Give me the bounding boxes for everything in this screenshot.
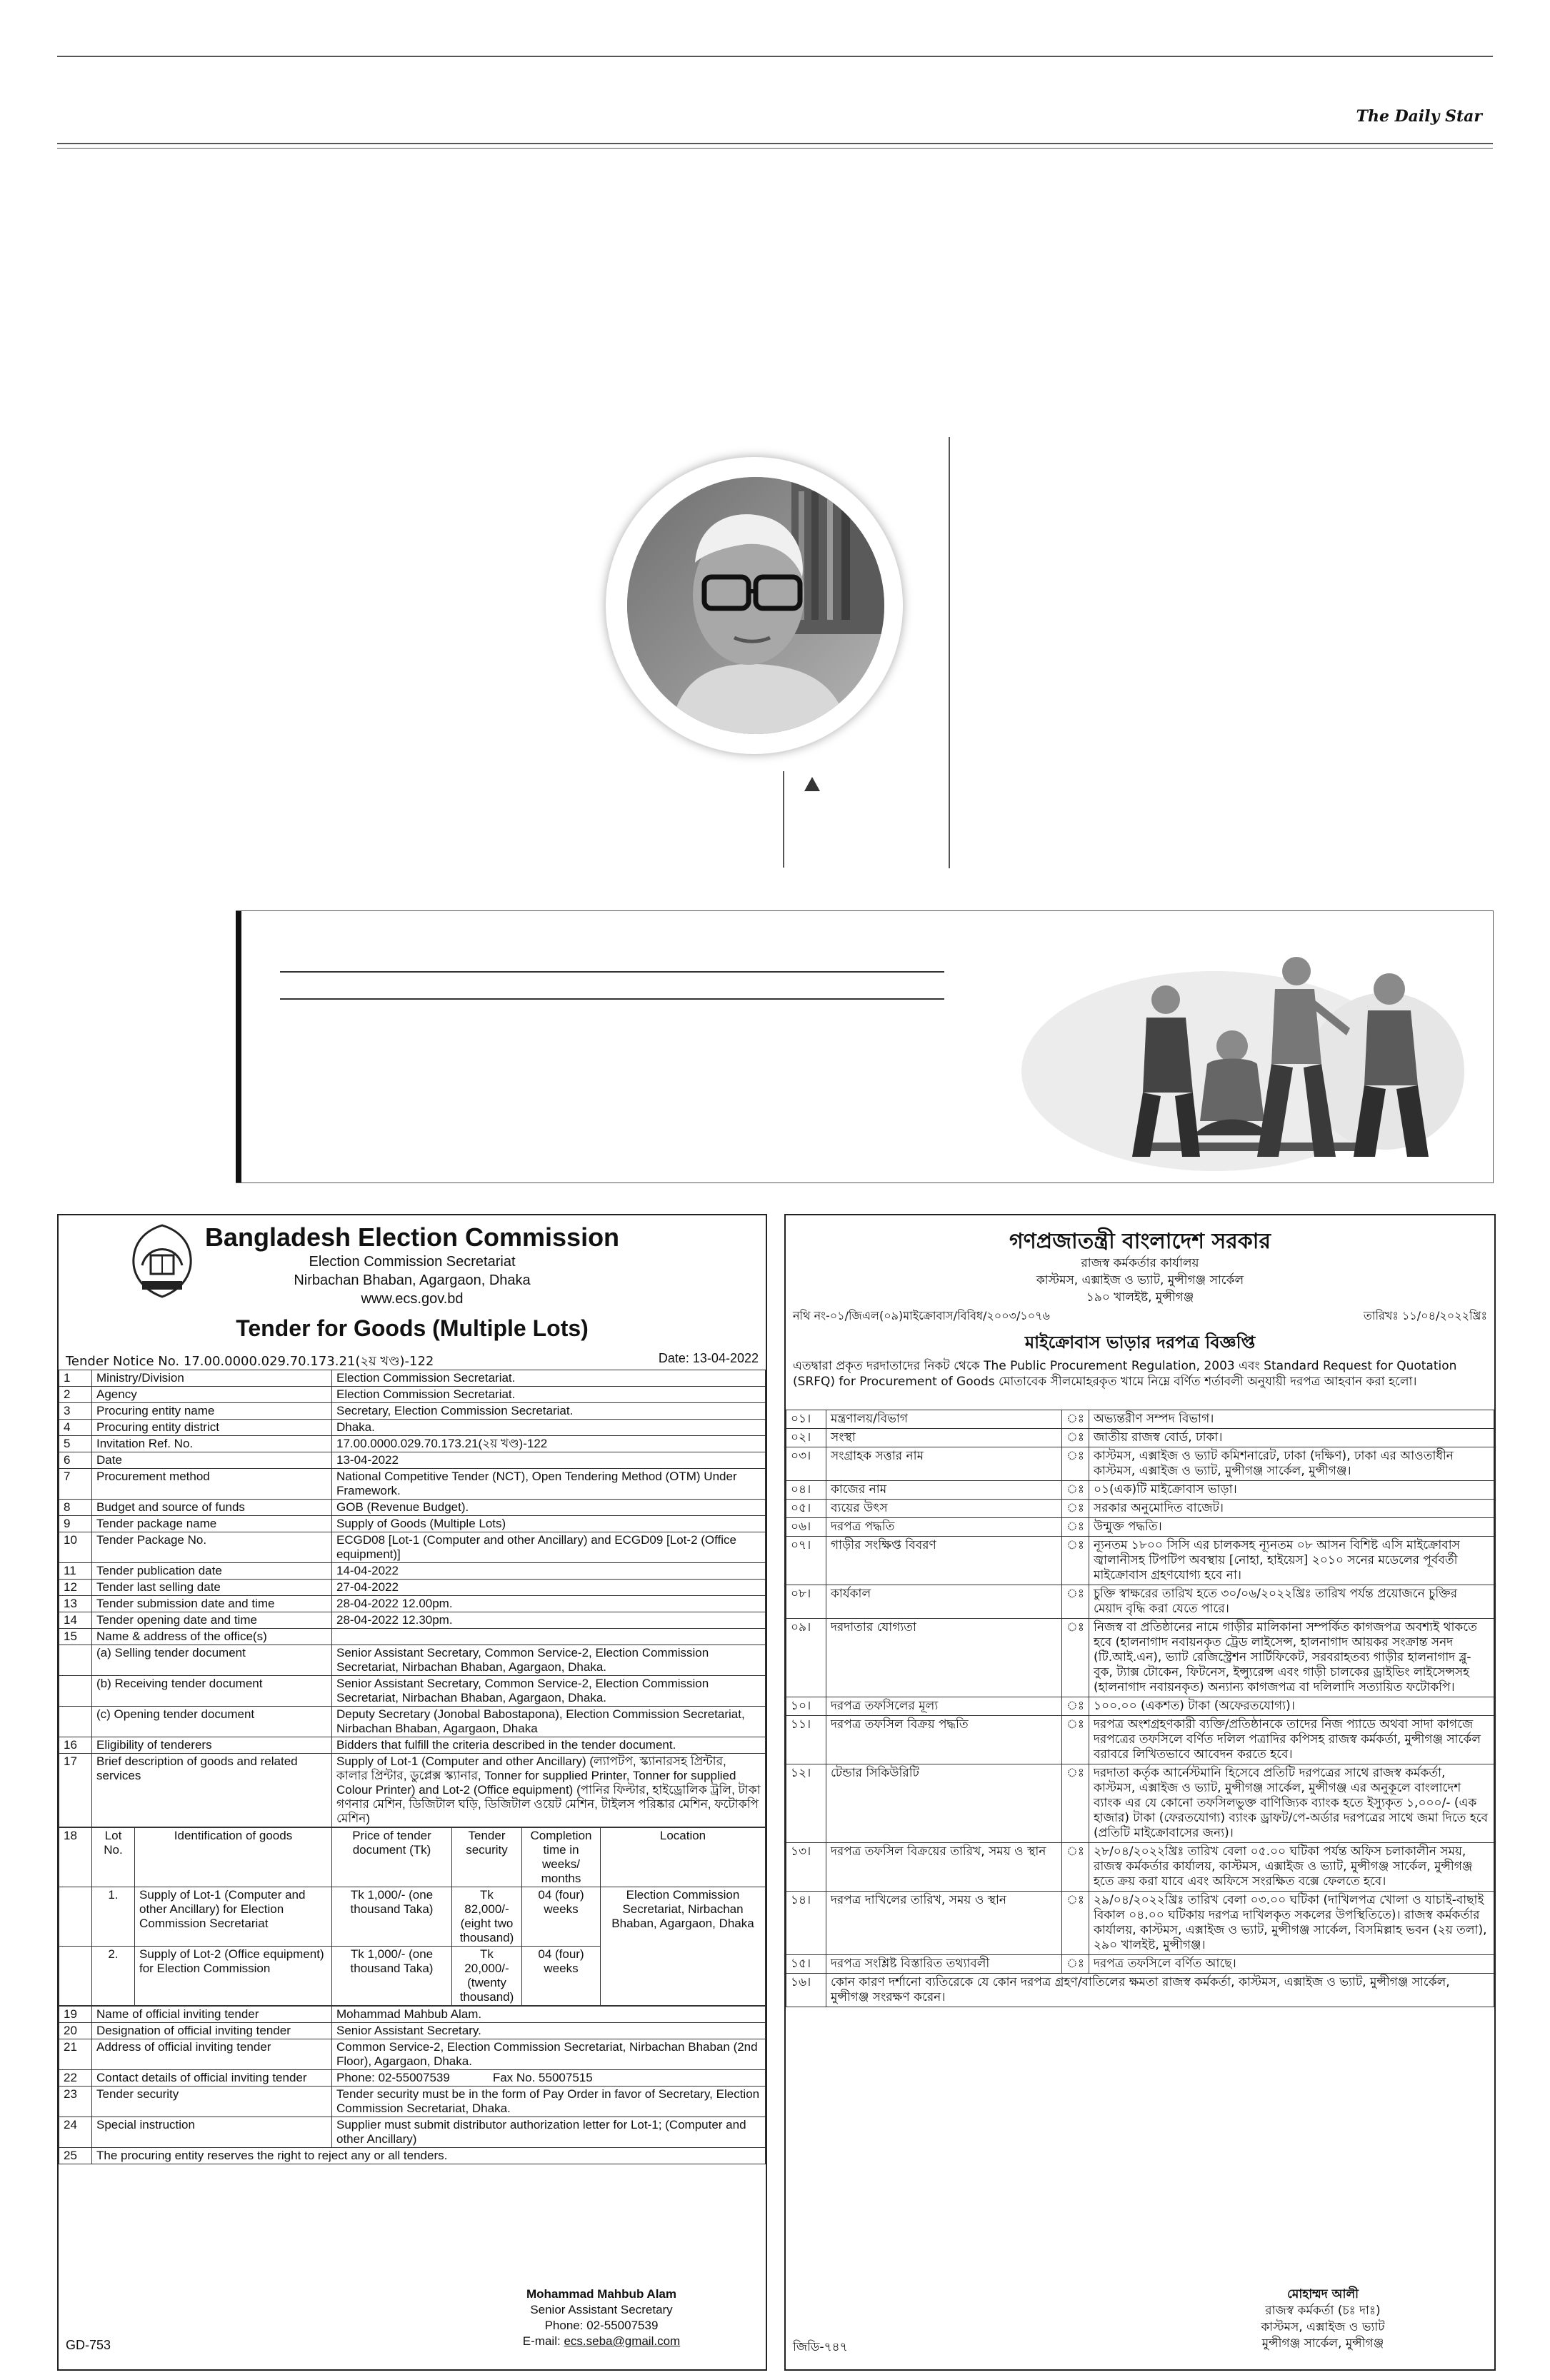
bn-row-sep: ঃ: [1062, 1843, 1089, 1892]
row-label: Tender opening date and time: [92, 1612, 332, 1629]
bn-row-number: ০৮।: [786, 1585, 826, 1619]
table-row: [59, 1563, 766, 1580]
ec-signer-title: Senior Assistant Secretary: [530, 2303, 673, 2316]
bn-table-row: [786, 1955, 1494, 1974]
row-number: 4: [59, 1420, 92, 1436]
bn-row-value: দরপত্র তফসিলে বর্ণিত আছে।: [1089, 1955, 1494, 1974]
lot-completion: 04 (four) weeks: [522, 1887, 601, 1947]
table-row: [59, 1436, 766, 1452]
bn-row-label: দরপত্র পদ্ধতি: [826, 1518, 1062, 1537]
row-value: 28-04-2022 12.30pm.: [332, 1612, 766, 1629]
location-header: Location: [601, 1828, 766, 1887]
bn-table-row: [786, 1697, 1494, 1716]
row-number: [59, 1707, 92, 1737]
row-number: [59, 1645, 92, 1676]
row-value: ECGD08 [Lot-1 (Computer and other Ancillary) and ECGD09 [Lot-2 (Office equipment)]: [332, 1532, 766, 1563]
row-value: National Competitive Tender (NCT), Open Tendering Method (OTM) Under Framework.: [332, 1469, 766, 1500]
lot-no-header: Lot No.: [92, 1828, 135, 1887]
row-number: 16: [59, 1737, 92, 1754]
bn-row-number: ০৭।: [786, 1537, 826, 1585]
row-label: Eligibility of tenderers: [92, 1737, 332, 1754]
ec-signer-phone: Phone: 02-55007539: [544, 2319, 659, 2332]
bn-row-value: দরপত্র অংশগ্রহণকারী ব্যক্তি/প্রতিষ্ঠানকে তাদের নিজ প্যাডে অথবা সাদা কাগজে দরপত্রের তফসিলে বর্ণিত দলিল পত্রাদির কপিসহ রাজস্ব কর্মকর্তা, মুন্সীগঞ্জ সার্কেল বরাবরে লিখিতভাবে আবেদন করতে হবে।: [1089, 1716, 1494, 1764]
ec-signer-name: Mohammad Mahbub Alam: [526, 2287, 676, 2301]
portrait-photo: [627, 477, 884, 734]
bn-signer-title: রাজস্ব কর্মকর্তা (চঃ দাঃ): [1265, 2304, 1381, 2318]
bn-header4: ১৯০ খালইষ্ট, মুন্সীগঞ্জ: [1086, 1290, 1194, 1305]
table-row: [59, 2023, 766, 2039]
ec-signature-block: [480, 2286, 723, 2349]
row-value: Supply of Goods (Multiple Lots): [332, 1516, 766, 1532]
bn-row-16: [786, 1974, 1494, 2007]
row-number: [59, 1676, 92, 1707]
table-row: [59, 1580, 766, 1596]
ec-gd-code: GD-753: [66, 2338, 111, 2352]
ec-title: Tender for Goods (Multiple Lots): [236, 1315, 589, 1341]
row-label: Procuring entity name: [92, 1403, 332, 1420]
row-number: 9: [59, 1516, 92, 1532]
table-row: [59, 1532, 766, 1563]
bn-table-row: [786, 1500, 1494, 1518]
row-label: Date: [92, 1452, 332, 1469]
table-row: [59, 1500, 766, 1516]
row-label: Name of official inviting tender: [92, 2007, 332, 2023]
row-number: 14: [59, 1612, 92, 1629]
bn-tender-box: [784, 1214, 1496, 2371]
bn-signer-office: কাস্টমস, এক্সাইজ ও ভ্যাট: [1261, 2320, 1385, 2334]
table-row: [59, 1645, 766, 1676]
table-row: [59, 1516, 766, 1532]
row-number: 3: [59, 1403, 92, 1420]
contact-label: Contact details of official inviting tender: [92, 2070, 332, 2087]
bn-row-number: ১৪।: [786, 1892, 826, 1955]
row-number: 17: [59, 1754, 92, 1827]
triangle-icon: [804, 777, 820, 791]
row-value: 14-04-2022: [332, 1563, 766, 1580]
lot-no: 2.: [92, 1947, 135, 2006]
row-value: [332, 1629, 766, 1645]
reject-row: 25 The procuring entity reserves the right to reject any or all tenders.: [59, 2148, 766, 2164]
row-number: 11: [59, 1563, 92, 1580]
bn-row-value: ২৮/০৪/২০২২খ্রিঃ তারিখ বেলা ০৫.০০ ঘটিকা পর্যন্ত অফিস চলাকালীন সময়, রাজস্ব কর্মকর্তার কার্যালয়, কাস্টমস, এক্সাইজ ও ভ্যাট, মুন্সীগঞ্জ সার্কেল, মুন্সীগঞ্জ হতে ক্রয় করা যাবে এবং অফিসে সংরক্ষিত বক্সে ফেলতে হবে।: [1089, 1843, 1494, 1892]
row-number: 24: [59, 2117, 92, 2148]
table-row: [59, 2117, 766, 2148]
bn-row-value: জাতীয় রাজস্ব বোর্ড, ঢাকা।: [1089, 1429, 1494, 1447]
table-row: [59, 2039, 766, 2070]
lot-no: 1.: [92, 1887, 135, 1947]
bn-row-number: ০৬।: [786, 1518, 826, 1537]
row-label: Name & address of the office(s): [92, 1629, 332, 1645]
bn-file-no: নথি নং-০১/জিএল(০৯)মাইক্রোবাস/বিবিধ/২০০৩/১০৭৬: [793, 1309, 1050, 1322]
row-value: Senior Assistant Secretary.: [332, 2023, 766, 2039]
table-row: [59, 2087, 766, 2117]
bn-row-label: দরপত্র দাখিলের তারিখ, সময় ও স্থান: [826, 1892, 1062, 1955]
bn-signature-block: [1194, 2286, 1451, 2352]
bn-row-label: দরদাতার যোগ্যতা: [826, 1619, 1062, 1697]
bn-row-sep: ঃ: [1062, 1619, 1089, 1697]
table-row: [59, 1403, 766, 1420]
lot-price: Tk 1,000/- (one thousand Taka): [332, 1947, 452, 2006]
bn-table-row: [786, 1619, 1494, 1697]
ec-org-name: Bangladesh Election Commission: [204, 1222, 620, 1252]
bn-table-row: [786, 1518, 1494, 1537]
row-value: GOB (Revenue Budget).: [332, 1500, 766, 1516]
row-value: Election Commission Secretariat.: [332, 1387, 766, 1403]
bn-row-value: কাস্টমস, এক্সাইজ ও ভ্যাট কমিশনারেট, ঢাকা (দক্ষিণ), ঢাকা এর আওতাধীন কাস্টমস, এক্সাইজ ও ভ্যাট, মুন্সীগঞ্জ সার্কেল, মুন্সীগঞ্জ।: [1089, 1447, 1494, 1481]
table-row: [59, 1676, 766, 1707]
bn-row-sep: ঃ: [1062, 1716, 1089, 1764]
row-number: 20: [59, 2023, 92, 2039]
table-row: [59, 1596, 766, 1612]
bn-row-number: ১৩।: [786, 1843, 826, 1892]
row-value: Bidders that fulfill the criteria described in the tender document.: [332, 1737, 766, 1754]
portrait-stem: [783, 771, 784, 868]
bn-row16-text: কোন কারণ দর্শানো ব্যতিরেকে যে কোন দরপত্র গ্রহণ/বাতিলের ক্ষমতা রাজস্ব কর্মকর্তা, কাস্টমস, এক্সাইজ ও ভ্যাট, মুন্সীগঞ্জ সার্কেল, মুন্সীগঞ্জ সংরক্ষণ করেন।: [826, 1974, 1494, 2007]
bn-title: মাইক্রোবাস ভাড়ার দরপত্র বিজ্ঞপ্তি: [1024, 1332, 1256, 1352]
ec-website: www.ecs.gov.bd: [361, 1291, 464, 1307]
bn-row-number: ০৪।: [786, 1481, 826, 1500]
lot-security: Tk 20,000/- (twenty thousand): [452, 1947, 522, 2006]
row-label: Special instruction: [92, 2117, 332, 2148]
table-row: [59, 1754, 766, 1827]
row-label: Procurement method: [92, 1469, 332, 1500]
bn-row-value: ২৯/০৪/২০২২খ্রিঃ তারিখ বেলা ০৩.০০ ঘটিকা (দাখিলপত্র খোলা ও যাচাই-বাছাই বিকাল ০৪.০০ ঘটিকায় দরপত্র দাখিলকৃত সকলের উপস্থিতিতে)। রাজস্ব কর্মকর্তার কার্যালয়, কাস্টমস, এক্সাইজ ও ভ্যাট, মুন্সীগঞ্জ সার্কেল, বিসমিল্লাহ ভবন (২য় তলা), ২৯০ খালইষ্ট, মুন্সীগঞ্জ।: [1089, 1892, 1494, 1955]
row-label: Tender last selling date: [92, 1580, 332, 1596]
row-number: 10: [59, 1532, 92, 1563]
contact-row: 22 Contact details of official inviting tender Phone: 02-55007539 Fax No. 55007515: [59, 2070, 766, 2087]
row-label: Tender package name: [92, 1516, 332, 1532]
row-label: Brief description of goods and related services: [92, 1754, 332, 1827]
ec-notice-no: Tender Notice No. 17.00.0000.029.70.173.21(২য় খণ্ড)-122: [66, 1354, 434, 1369]
table-row: [59, 1707, 766, 1737]
bn-row-label: সংস্থা: [826, 1429, 1062, 1447]
ec-sub2: Nirbachan Bhaban, Agargaon, Dhaka: [294, 1272, 531, 1288]
bn-gd-code: জিডি-৭৪৭: [793, 2340, 848, 2354]
row-label: Ministry/Division: [92, 1370, 332, 1387]
ec-sub1: Election Commission Secretariat: [309, 1254, 516, 1270]
bn-row-value: ০১(এক)টি মাইক্রোবাস ভাড়া।: [1089, 1481, 1494, 1500]
table-row: [59, 2007, 766, 2023]
bn-row-sep: ঃ: [1062, 1410, 1089, 1429]
bn-table-row: [786, 1481, 1494, 1500]
completion-header: Completion time in weeks/ months: [522, 1828, 601, 1887]
bn-row-sep: ঃ: [1062, 1518, 1089, 1537]
row-value: Secretary, Election Commission Secretariat.: [332, 1403, 766, 1420]
row-number: 7: [59, 1469, 92, 1500]
lot-completion: 04 (four) weeks: [522, 1947, 601, 2006]
bn-row-value: চুক্তি স্বাক্ষরের তারিখ হতে ৩০/০৬/২০২২খ্রিঃ তারিখ পর্যন্ত প্রয়োজনে চুক্তির মেয়াদ বৃদ্ধি করা যেতে পারে।: [1089, 1585, 1494, 1619]
row-label: Invitation Ref. No.: [92, 1436, 332, 1452]
contact-phone: Phone: 02-55007539: [336, 2071, 450, 2084]
reject-note: The procuring entity reserves the right to reject any or all tenders.: [92, 2148, 766, 2164]
top-rule: [57, 56, 1493, 57]
row-number: 12: [59, 1580, 92, 1596]
bn-row-label: ব্যয়ের উৎস: [826, 1500, 1062, 1518]
banner-rule-1: [280, 971, 944, 973]
bn-header2: রাজস্ব কর্মকর্তার কার্যালয়: [1081, 1256, 1199, 1270]
table-row: [59, 1629, 766, 1645]
bn-row-sep: ঃ: [1062, 1429, 1089, 1447]
table-row: [59, 1387, 766, 1403]
bn-row-value: অভ্যন্তরীণ সম্পদ বিভাগ।: [1089, 1410, 1494, 1429]
bn-table-row: [786, 1716, 1494, 1764]
bn-table-row: [786, 1447, 1494, 1481]
row-number: 23: [59, 2087, 92, 2117]
bn-row-sep: ঃ: [1062, 1955, 1089, 1974]
table-row: [59, 1420, 766, 1436]
banner-rule-2: [280, 998, 944, 1000]
row-value: Tender security must be in the form of Pay Order in favor of Secretary, Election Commission Secretariat, Dhaka.: [332, 2087, 766, 2117]
bn-row-label: গাড়ীর সংক্ষিপ্ত বিবরণ: [826, 1537, 1062, 1585]
bn-row-sep: ঃ: [1062, 1447, 1089, 1481]
bn-row-sep: ঃ: [1062, 1537, 1089, 1585]
row-label: Budget and source of funds: [92, 1500, 332, 1516]
row-value: Dhaka.: [332, 1420, 766, 1436]
bn-row-label: দরপত্র তফসিল বিক্রয় পদ্ধতি: [826, 1716, 1062, 1764]
bn-header3: কাস্টমস, এক্সাইজ ও ভ্যাট, মুন্সীগঞ্জ সার্কেল: [1036, 1273, 1244, 1287]
bn-row-number: ০৯।: [786, 1619, 826, 1697]
table-row: [59, 1612, 766, 1629]
row-number: 15: [59, 1629, 92, 1645]
table-row: [59, 1737, 766, 1754]
bn-signer-name: মোহাম্মদ আলী: [1287, 2287, 1359, 2301]
row-value: Senior Assistant Secretary, Common Service-2, Election Commission Secretariat, Nirbachan Bhaban, Agargaon, Dhaka.: [332, 1676, 766, 1707]
bn-row-label: দরপত্র তফসিল বিক্রয়ের তারিখ, সময় ও স্থান: [826, 1843, 1062, 1892]
row-value: Deputy Secretary (Jonobal Babostapona), Election Commission Secretariat, Nirbachan Bhaban, Agargaon, Dhaka: [332, 1707, 766, 1737]
lot-row: [59, 1887, 766, 1947]
row-value: 13-04-2022: [332, 1452, 766, 1469]
bn-row-value: উন্মুক্ত পদ্ধতি।: [1089, 1518, 1494, 1537]
bn-row-sep: ঃ: [1062, 1500, 1089, 1518]
bn-row-value: দরদাতা কর্তৃক আর্নেস্টমানি হিসেবে প্রতিটি দরপত্রের সাথে রাজস্ব কর্মকর্তা, কাস্টমস, এক্সাইজ ও ভ্যাট, মুন্সীগঞ্জ সার্কেল, মুন্সীগঞ্জ এর অনুকূলে বাংলাদেশ ব্যাংক এর যে কোনো তফসিলভুক্ত বাণিজ্যিক ব্যাংক হতে ইস্যুকৃত ১,০০০/- (এক হাজার) টাকা (ফেরতযোগ্য) ব্যাংক ড্রাফট/পে-অর্ডার দরপত্রের সাথে জমা দিতে হবে (প্রতিটি মাইক্রোবাসের জন্য)।: [1089, 1764, 1494, 1843]
bn-row-number: ০১।: [786, 1410, 826, 1429]
bn-row-number: ০৫।: [786, 1500, 826, 1518]
lot-security: Tk 82,000/- (eight two thousand): [452, 1887, 522, 1947]
bn-row-value: ১০০.০০ (একশত) টাকা (অফেরতযোগ্য)।: [1089, 1697, 1494, 1716]
row-label: (a) Selling tender document: [92, 1645, 332, 1676]
bn-row-sep: ঃ: [1062, 1697, 1089, 1716]
row-number: 6: [59, 1452, 92, 1469]
lot-identification: Supply of Lot-2 (Office equipment) for Election Commission: [135, 1947, 332, 2006]
bn-row-number: ১০।: [786, 1697, 826, 1716]
price-header: Price of tender document (Tk): [332, 1828, 452, 1887]
row-number: 19: [59, 2007, 92, 2023]
row-value: 17.00.0000.029.70.173.21(২য় খণ্ড)-122: [332, 1436, 766, 1452]
table-row: [59, 1370, 766, 1387]
row-number: 21: [59, 2039, 92, 2070]
ec-date: Date: 13-04-2022: [658, 1351, 759, 1365]
header-rule-2: [57, 148, 1493, 149]
row-value: Senior Assistant Secretary, Common Service-2, Election Commission Secretariat, Nirbachan Bhaban, Agargaon, Dhaka.: [332, 1645, 766, 1676]
lot-price: Tk 1,000/- (one thousand Taka): [332, 1887, 452, 1947]
bn-row-label: দরপত্র সংশ্লিষ্ট বিস্তারিত তথ্যাবলী: [826, 1955, 1062, 1974]
bn-row-value: ন্যূনতম ১৮০০ সিসি এর চালকসহ ন্যূনতম ০৮ আসন বিশিষ্ট এসি মাইক্রোবাস জ্বালানীসহ টিপটিপ অবস্থায় [নোহা, হাইয়েস] ২০১০ সনের মডেলের পূর্ববর্তী মাইক্রোবাস গ্রহণযোগ্য হবে না।: [1089, 1537, 1494, 1585]
row-label: Designation of official inviting tender: [92, 2023, 332, 2039]
bn-signer-place: মুন্সীগঞ্জ সার্কেল, মুন্সীগঞ্জ: [1261, 2336, 1384, 2351]
bn-row-label: দরপত্র তফসিলের মূল্য: [826, 1697, 1062, 1716]
bn-table-row: [786, 1429, 1494, 1447]
row-number: 18: [59, 1828, 92, 1887]
lot-identification: Supply of Lot-1 (Computer and other Ancillary) for Election Commission Secretariat: [135, 1887, 332, 1947]
header-rule-1: [57, 143, 1493, 144]
bn-row-value: সরকার অনুমোদিত বাজেট।: [1089, 1500, 1494, 1518]
bn-row-number: ০২।: [786, 1429, 826, 1447]
row-label: Tender security: [92, 2087, 332, 2117]
row-label: Agency: [92, 1387, 332, 1403]
bn-row-label: কার্যকাল: [826, 1585, 1062, 1619]
row-number: 5: [59, 1436, 92, 1452]
row-number: 8: [59, 1500, 92, 1516]
row-value: Election Commission Secretariat.: [332, 1370, 766, 1387]
bn-table-row: [786, 1764, 1494, 1843]
row-label: Tender submission date and time: [92, 1596, 332, 1612]
column-divider: [949, 437, 950, 868]
row-number: 13: [59, 1596, 92, 1612]
bn-row-value: নিজস্ব বা প্রতিষ্ঠানের নামে গাড়ীর মালিকানা সম্পর্কিত কাগজপত্র অবশ্যই থাকতে হবে (হালনাগাদ নবায়নকৃত ট্রেড লাইসেন্স, হালনাগাদ আয়কর সংক্রান্ত সনদ (টি.আই.এন), ভ্যাট রেজিস্ট্রেশন সার্টিফিকেট, সরবরাহতব্য গাড়ীর হালনাগাদ ব্লু-বুক, ট্যাক্স টোকেন, ফিটনেস, ইন্স্যুরেন্স এবং গাড়ী চালকের ড্রাইভিং লাইসেন্সসহ (হালনাগাদ নবায়নকৃত) অন্যান্য কাগজপত্র বা দলিলাদি সত্যায়িত ফটোকপি।: [1089, 1619, 1494, 1697]
row-label: Procuring entity district: [92, 1420, 332, 1436]
identification-header: Identification of goods: [135, 1828, 332, 1887]
bn-row-number: ১৬।: [786, 1974, 826, 2007]
lot-location: Election Commission Secretariat, Nirbachan Bhaban, Agargaon, Dhaka: [601, 1887, 766, 2006]
bn-table-row: [786, 1537, 1494, 1585]
banner-illustration: [979, 921, 1493, 1182]
bn-header1: গণপ্রজাতন্ত্রী বাংলাদেশ সরকার: [1009, 1229, 1271, 1254]
bn-row-label: টেন্ডার সিকিউরিটি: [826, 1764, 1062, 1843]
bn-tender-table: [786, 1410, 1494, 2007]
bn-table-row: [786, 1585, 1494, 1619]
bn-row-sep: ঃ: [1062, 1764, 1089, 1843]
row-label: (c) Opening tender document: [92, 1707, 332, 1737]
row-value: Mohammad Mahbub Alam.: [332, 2007, 766, 2023]
bn-intro: এতদ্বারা প্রকৃত দরদাতাদের নিকট থেকে The Public Procurement Regulation, 2003 এবং Standard Request for Quotation (SRFQ) for Procurement of Goods মোতাবেক সীলমোহরকৃত খামে নিম্নে বর্ণিত শর্তাবলী অনুযায়ী দরপত্র আহবান করা হলো।: [793, 1359, 1457, 1389]
bn-row-label: সংগ্রাহক সত্তার নাম: [826, 1447, 1062, 1481]
masthead: The Daily Star: [1356, 107, 1482, 126]
ec-lot-table: [59, 1827, 766, 2006]
bn-row-label: কাজের নাম: [826, 1481, 1062, 1500]
bn-row-sep: ঃ: [1062, 1585, 1089, 1619]
lot-header-row: [59, 1828, 766, 1887]
bn-row-number: ১২।: [786, 1764, 826, 1843]
ec-tender-table: [59, 1370, 766, 1827]
table-row: [59, 1452, 766, 1469]
bn-row-number: ০৩।: [786, 1447, 826, 1481]
bn-row-label: মন্ত্রণালয়/বিভাগ: [826, 1410, 1062, 1429]
row-label: Address of official inviting tender: [92, 2039, 332, 2070]
row-label: Tender publication date: [92, 1563, 332, 1580]
ec-tender-box: [57, 1214, 767, 2371]
bn-row-sep: ঃ: [1062, 1481, 1089, 1500]
security-header: Tender security: [452, 1828, 522, 1887]
contact-fax: Fax No. 55007515: [492, 2071, 593, 2084]
row-value: Supplier must submit distributor authorization letter for Lot-1; (Computer and other Ancillary): [332, 2117, 766, 2148]
row-value: 27-04-2022: [332, 1580, 766, 1596]
bn-row-number: ১১।: [786, 1716, 826, 1764]
row-label: Tender Package No.: [92, 1532, 332, 1563]
bn-table-row: [786, 1843, 1494, 1892]
bn-date: তারিখঃ ১১/০৪/২০২২খ্রিঃ: [1363, 1309, 1487, 1322]
bn-row-number: ১৫।: [786, 1955, 826, 1974]
ec-email-link[interactable]: ecs.seba@gmail.com: [564, 2334, 681, 2348]
bn-row-sep: ঃ: [1062, 1892, 1089, 1955]
table-row: [59, 1469, 766, 1500]
ec-tender-table-2: [59, 2006, 766, 2164]
bn-table-row: [786, 1410, 1494, 1429]
row-value: Common Service-2, Election Commission Secretariat, Nirbachan Bhaban (2nd Floor), Agargaon, Dhaka.: [332, 2039, 766, 2070]
row-value: Supply of Lot-1 (Computer and other Ancillary) (ল্যাপটপ, স্ক্যানারসহ প্রিন্টার, কালার প্রিন্টার, ডুপ্লেক্স স্ক্যানার, Tonner for supplied Printer, Tonner for supplied Colour Printer) and Lot-2 (Office equipment) (পানির ফিল্টার, হাইড্রোলিক ট্রলি, টাকা গণনার মেশিন, ডিজিটাল ঘড়ি, ডিজিটাল ওয়েট মেশিন, টাইলস পরিষ্কার মেশিন, ফটোকপি মেশিন): [332, 1754, 766, 1827]
row-value: 28-04-2022 12.00pm.: [332, 1596, 766, 1612]
bn-table-row: [786, 1892, 1494, 1955]
row-number: 2: [59, 1387, 92, 1403]
row-number: 1: [59, 1370, 92, 1387]
row-label: (b) Receiving tender document: [92, 1676, 332, 1707]
ec-email-label: E-mail:: [522, 2334, 561, 2348]
